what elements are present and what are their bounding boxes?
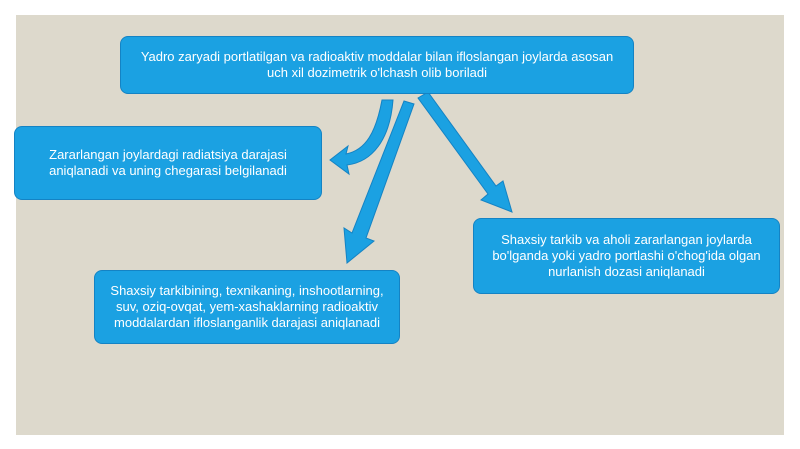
bottom-box-text: Shaxsiy tarkibining, texnikaning, inshootlarning, suv, oziq-ovqat, yem-xashaklarning radioaktiv moddalardan ifloslanganlik darajasi aniqlanadi [110, 283, 384, 330]
left-box-text: Zararlangan joylardagi radiatsiya darajasi aniqlanadi va uning chegarasi belgilanadi [49, 147, 287, 178]
top-box-text: Yadro zaryadi portlatilgan va radioaktiv moddalar bilan ifloslangan joylarda asosan uch xil dozimetrik o'lchash olib boriladi [140, 49, 614, 80]
right-box-text: Shaxsiy tarkib va aholi zararlangan joylarda bo'lganda yoki yadro portlashi o'chog'ida olgan nurlanish dozasi aniqlanadi [492, 232, 761, 279]
right-box [473, 218, 780, 294]
bottom-box [94, 270, 400, 344]
left-box [14, 126, 322, 200]
top-box [120, 36, 634, 94]
arrow-to-right-box [418, 92, 512, 212]
